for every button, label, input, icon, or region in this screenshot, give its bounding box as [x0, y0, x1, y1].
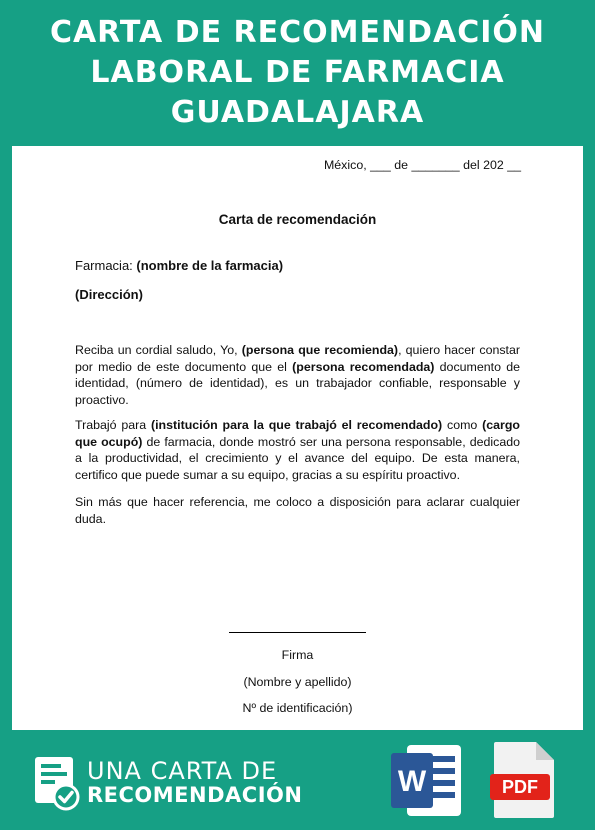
signature-line	[229, 632, 366, 633]
p1-text-2: , quiero hacer constar por medio de este documento que el	[75, 343, 521, 374]
header-title-line-1: CARTA DE RECOMENDACIÓN	[49, 15, 546, 50]
p1-bold-2: (persona recomendada)	[292, 359, 435, 374]
word-letter: W	[397, 765, 427, 798]
pdf-label: PDF	[502, 777, 538, 797]
pdf-icon[interactable]	[490, 740, 556, 820]
p1-text-1: Reciba un cordial saludo, Yo,	[75, 343, 242, 357]
letter-check-icon	[33, 755, 81, 811]
p2-text-3: de farmacia, donde mostró ser una persona responsable, dedicado a la productividad, el crecimiento y el avance del equipo. De esta manera, certifico que puede sumar a su equipo, gracias a su espíritu proactivo.	[75, 434, 521, 482]
header-title-line-3: GUADALAJARA	[170, 95, 425, 130]
recipient-name: (nombre de la farmacia)	[136, 258, 284, 273]
signature-name: (Nombre y apellido)	[243, 675, 352, 689]
word-icon[interactable]	[389, 743, 463, 818]
p2-bold-1: (institución para la que trabajó el recomendado)	[150, 418, 443, 432]
paragraph-2	[75, 417, 520, 483]
brand-logo-top: UNA CARTA DE	[87, 757, 278, 785]
brand-logo[interactable]	[33, 755, 333, 811]
recipient-line	[75, 258, 283, 273]
brand-logo-bottom: RECOMENDACIÓN	[87, 783, 303, 807]
p1-bold-1: (persona que recomienda)	[241, 343, 399, 357]
letter-title: Carta de recomendación	[218, 212, 377, 227]
signature-id: Nº de identificación)	[242, 701, 353, 715]
recipient-prefix: Farmacia:	[75, 258, 137, 273]
letter-document	[12, 146, 583, 730]
p2-bold-2: (cargo que ocupó)	[75, 418, 520, 449]
signature-label: Firma	[281, 648, 314, 662]
header-title-line-2: LABORAL DE FARMACIA	[90, 55, 505, 90]
paragraph-3: Sin más que hacer referencia, me coloco a disposición para aclarar cualquier duda.	[75, 495, 520, 526]
p1-text-3: documento de identidad, (número de identidad), es un trabajador confiable, responsable y proactivo.	[75, 359, 520, 407]
paragraph-1	[75, 342, 520, 408]
page-header	[0, 0, 595, 146]
recipient-address: (Dirección)	[75, 287, 143, 302]
p2-text-1: Trabajó para	[75, 418, 151, 432]
p2-text-2: como	[442, 418, 483, 432]
letter-date: México, ___ de _______ del 202 __	[323, 158, 521, 172]
